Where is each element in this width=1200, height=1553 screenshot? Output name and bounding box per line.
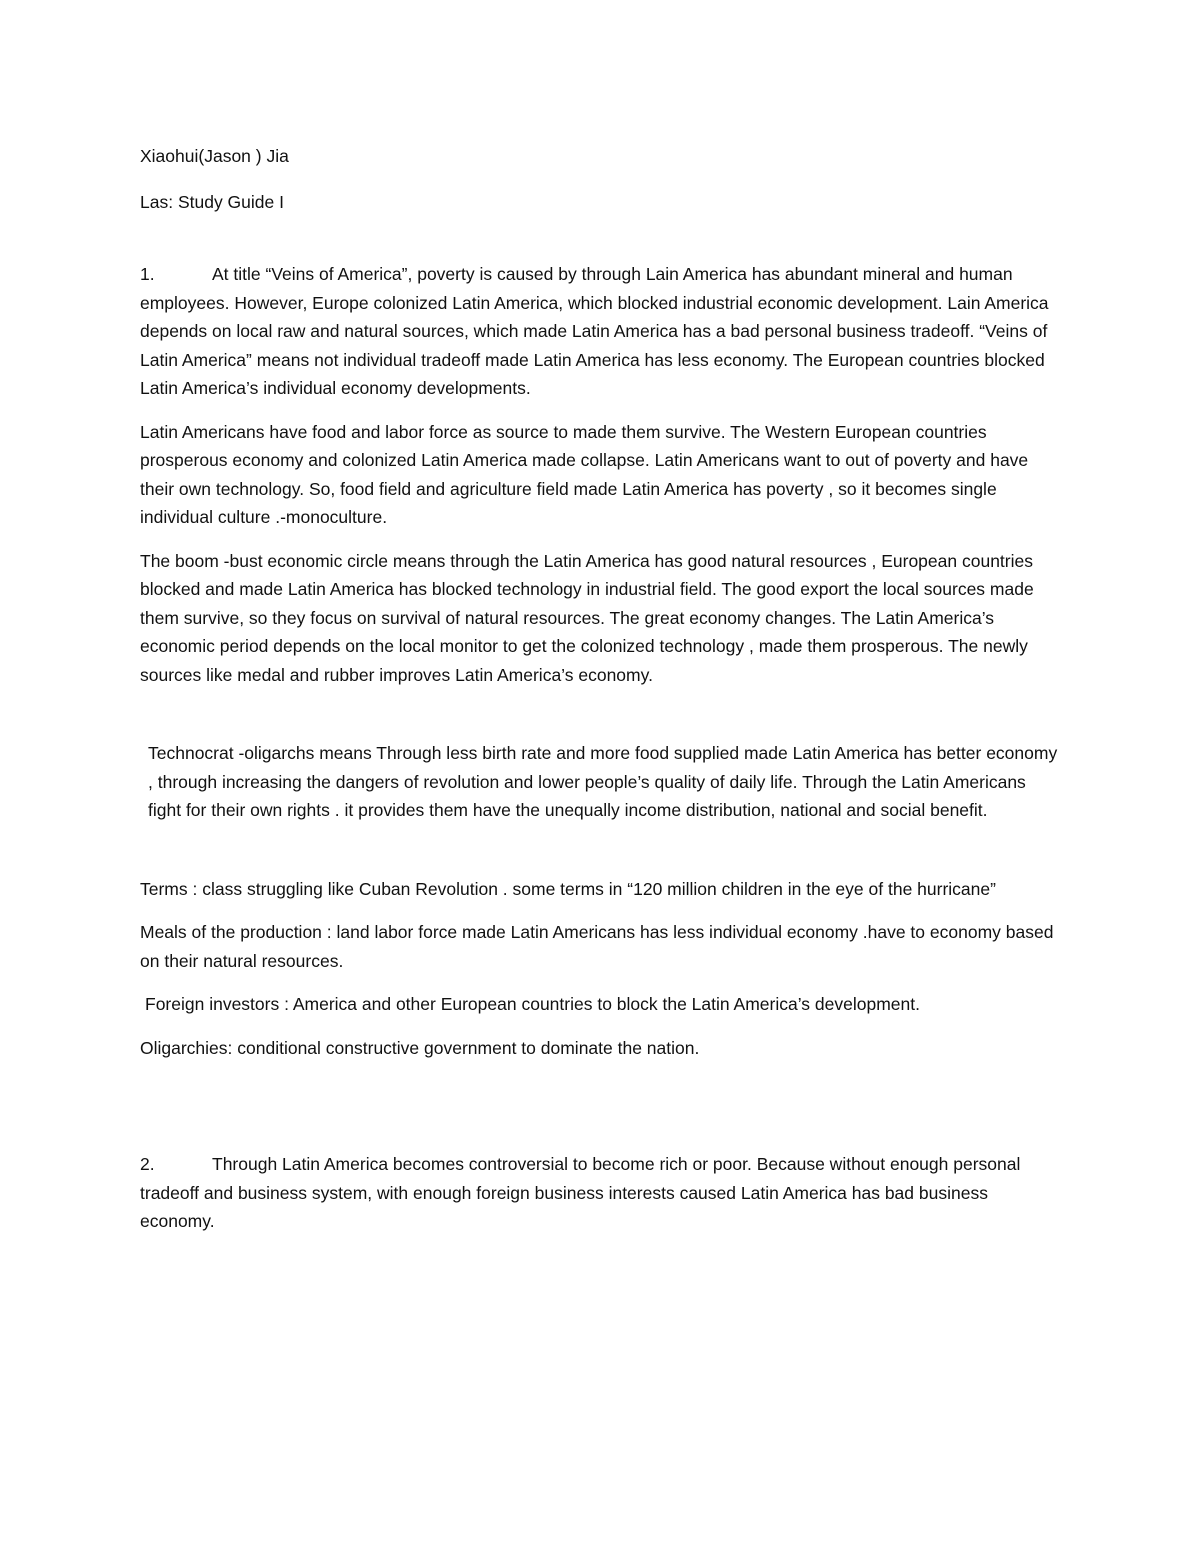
foreign-investors-paragraph: Foreign investors : America and other European countries to block the Latin America’s development. bbox=[145, 994, 920, 1014]
author-name: Xiaohui(Jason ) Jia bbox=[140, 146, 289, 166]
boom-bust-paragraph: The boom -bust economic circle means through the Latin America has good natural resources , European countries blocked and made Latin America has blocked technology in industrial field. The good export the local sources made them survive, so they focus on survival of natural resources. The great economy changes. The Latin America’s economic period depends on the local monitor to get the colonized technology , made them prosperous. The newly sources like medal and rubber improves Latin America’s economy. bbox=[140, 550, 1034, 685]
oligarchies-paragraph: Oligarchies: conditional constructive government to dominate the nation. bbox=[140, 1037, 700, 1058]
course-title: Las: Study Guide I bbox=[140, 191, 284, 212]
monoculture-paragraph: Latin Americans have food and labor force as source to made them survive. The Western European countries prosperous economy and colonized Latin America made collapse. Latin Americans want to out of poverty and have their own technology. So, food field and agriculture field made Latin America has poverty , so it becomes single individual culture .-monoculture. bbox=[140, 421, 1029, 527]
question-2-paragraph bbox=[140, 1150, 1060, 1236]
question-1-paragraph bbox=[140, 260, 1060, 403]
technocrat-paragraph: Technocrat -oligarchs means Through less birth rate and more food supplied made Latin America has better economy , through increasing the dangers of revolution and lower people’s quality of daily life. Through the Latin Americans fight for their own rights . it provides them have the unequally income distribution, national and social benefit. bbox=[148, 743, 1058, 820]
question-1-text: At title “Veins of America”, poverty is caused by through Lain America has abundant mineral and human employees. However, Europe colonized Latin America, which blocked industrial economic development. Lain America depends on local raw and natural sources, which made Latin America has a bad personal business tradeoff. “Veins of Latin America” means not individual tradeoff made Latin America has less economy. The European countries blocked Latin America’s individual economy developments. bbox=[140, 264, 1049, 398]
question-1-number: 1. bbox=[140, 264, 155, 284]
question-2-number: 2. bbox=[140, 1154, 155, 1174]
terms-paragraph: Terms : class struggling like Cuban Revolution . some terms in “120 million children in the eye of the hurricane” bbox=[140, 878, 996, 899]
question-2-text: Through Latin America becomes controversial to become rich or poor. Because without enough personal tradeoff and business system, with enough foreign business interests caused Latin America has bad business economy. bbox=[140, 1154, 1021, 1231]
meals-paragraph: Meals of the production : land labor force made Latin Americans has less individual economy .have to economy based on their natural resources. bbox=[140, 922, 1054, 971]
document-body bbox=[140, 142, 1060, 1251]
